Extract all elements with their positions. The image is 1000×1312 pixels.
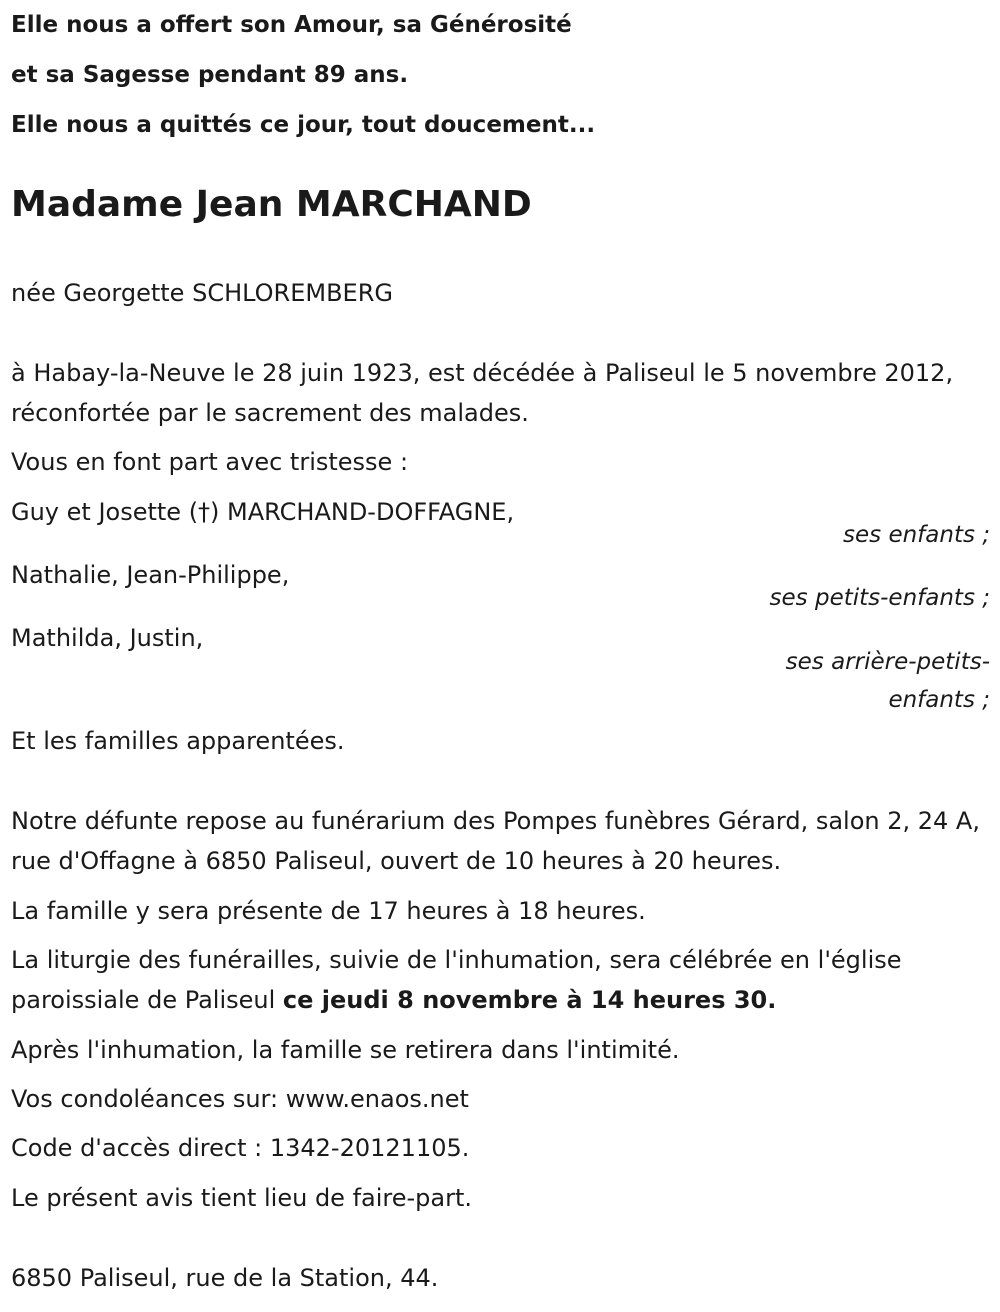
maiden-name: née Georgette SCHLOREMBERG <box>11 279 393 307</box>
notice-text: Le présent avis tient lieu de faire-part. <box>11 1184 473 1212</box>
family-children-relation: ses enfants ; <box>843 522 990 548</box>
liturgy-date: ce jeudi 8 novembre à 14 heures 30. <box>282 986 777 1014</box>
address-text: 6850 Paliseul, rue de la Station, 44. <box>11 1264 439 1292</box>
family-great-grandchildren-relation-1: ses arrière-petits- <box>785 649 990 675</box>
family-children-names: Guy et Josette (†) MARCHAND-DOFFAGNE, <box>11 498 515 526</box>
after-text: Après l'inhumation, la famille se retirera dans l'intimité. <box>11 1036 680 1064</box>
liturgy-prefix: La liturgie des funérailles, suivie de l'inhumation, sera célébrée en l'église paroissiale de Paliseul <box>11 946 902 1014</box>
family-grandchildren-names: Nathalie, Jean-Philippe, <box>11 561 290 589</box>
condolences-text: Vos condoléances sur: www.enaos.net <box>11 1085 469 1113</box>
presence-text: La famille y sera présente de 17 heures à 18 heures. <box>11 897 646 925</box>
announce-text: Vous en font part avec tristesse : <box>11 448 409 476</box>
family-great-grandchildren-names: Mathilda, Justin, <box>11 624 204 652</box>
birth-death-text: à Habay-la-Neuve le 28 juin 1923, est décédée à Paliseul le 5 novembre 2012, réconfortée par le sacrement des malades. <box>11 359 954 427</box>
funerarium-text: Notre défunte repose au funérarium des Pompes funèbres Gérard, salon 2, 24 A, rue d'Offagne à 6850 Paliseul, ouvert de 10 heures à 20 heures. <box>11 807 980 875</box>
intro-line-3: Elle nous a quittés ce jour, tout doucement... <box>11 112 596 138</box>
access-code-text: Code d'accès direct : 1342-20121105. <box>11 1134 470 1162</box>
family-great-grandchildren-relation-2: enfants ; <box>888 687 990 713</box>
intro-line-1: Elle nous a offert son Amour, sa Générosité <box>11 12 572 38</box>
intro-line-2: et sa Sagesse pendant 89 ans. <box>11 62 409 88</box>
family-grandchildren-relation: ses petits-enfants ; <box>769 585 990 611</box>
liturgy-text <box>11 940 991 1020</box>
families-related: Et les familles apparentées. <box>11 727 345 755</box>
deceased-name: Madame Jean MARCHAND <box>11 184 532 225</box>
